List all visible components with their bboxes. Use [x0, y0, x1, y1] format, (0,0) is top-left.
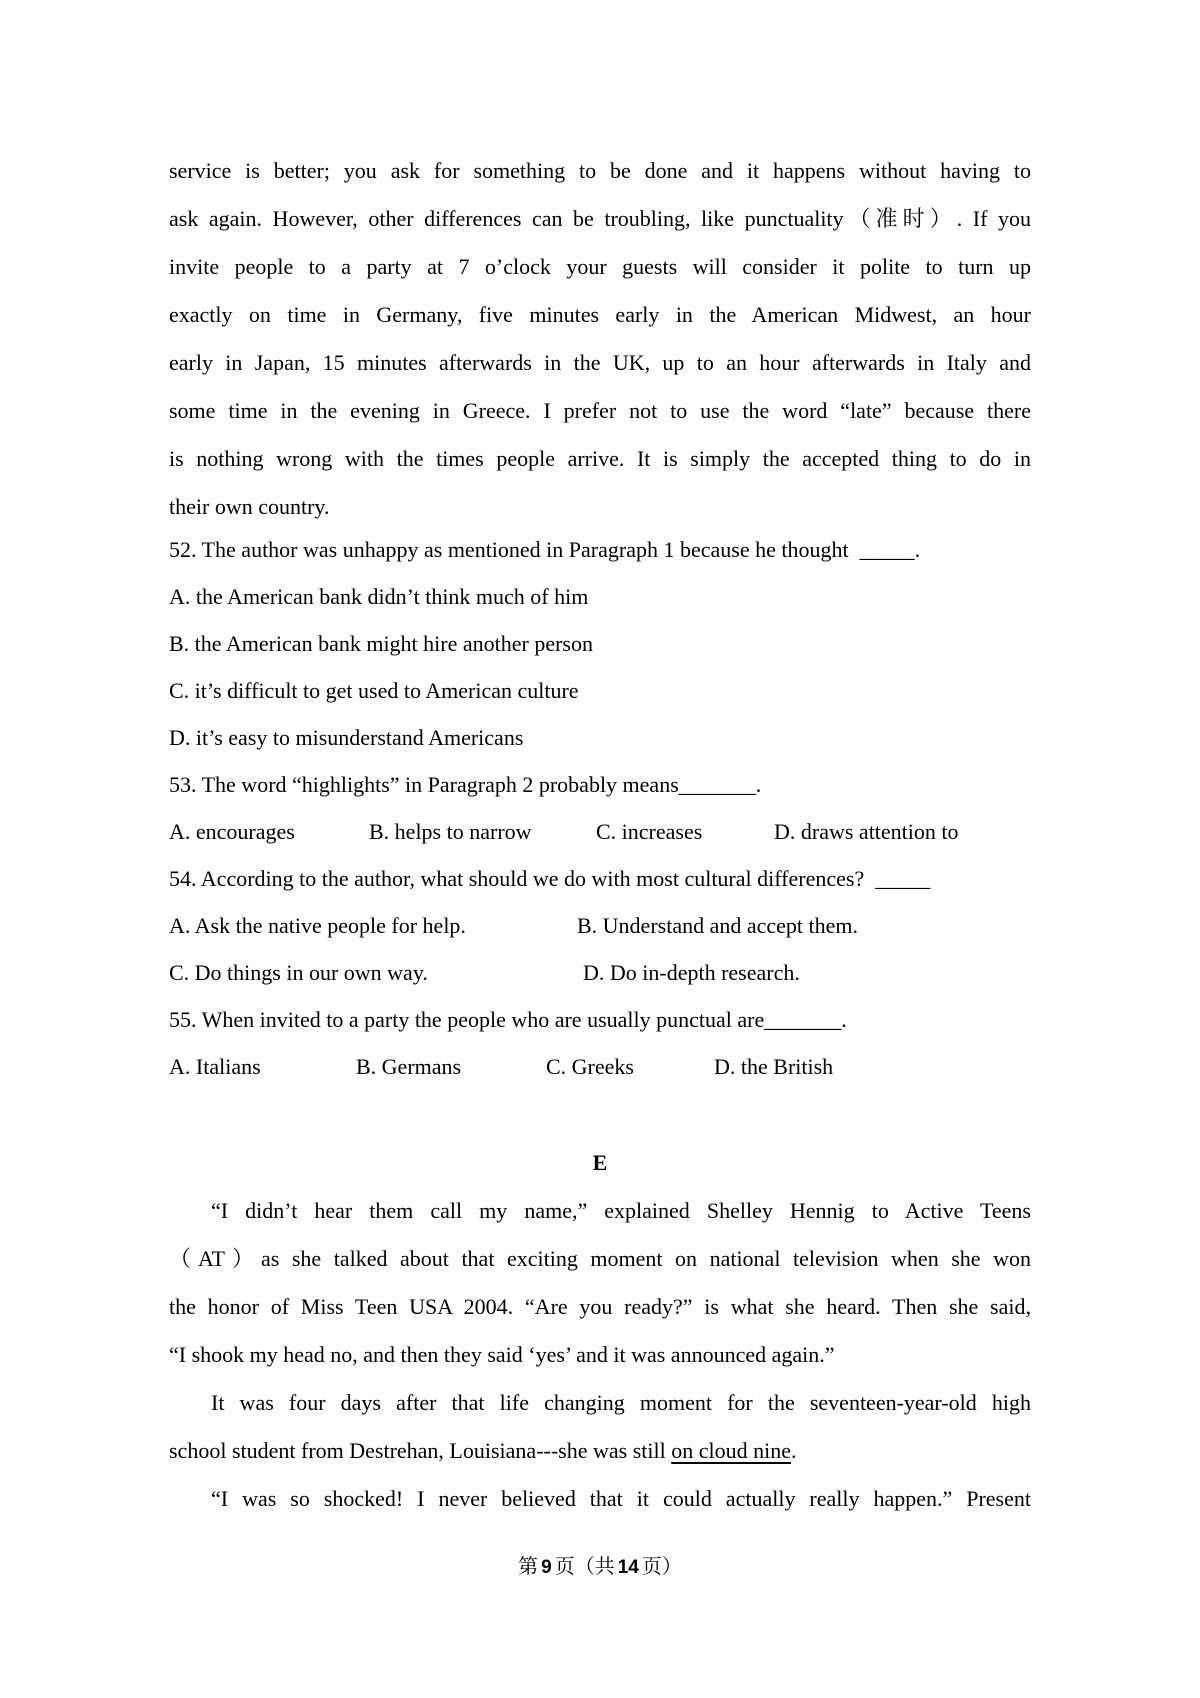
passage-line: It was four days after that life changing moment for the seventeen-year-old high — [211, 1390, 1031, 1415]
question-52-option-c: C. it’s difficult to get used to American culture — [169, 678, 579, 703]
passage-line: is nothing wrong with the times people arrive. It is simply the accepted thing to do in — [169, 446, 1031, 471]
question-55 — [169, 996, 1031, 1090]
question-55-option-d: D. the British — [714, 1054, 834, 1079]
page-number: 9 — [541, 1557, 552, 1578]
question-52-option-d: D. it’s easy to misunderstand Americans — [169, 725, 524, 750]
question-55-option-a: A. Italians — [169, 1054, 261, 1079]
passage-e-paragraph-1 — [169, 1187, 1031, 1379]
page-content — [169, 0, 1031, 1523]
passage-e — [169, 1139, 1031, 1523]
question-53-option-b: B. helps to narrow — [369, 819, 532, 844]
question-54-options-row-1 — [169, 902, 1031, 949]
question-52 — [169, 526, 1031, 761]
passage-text: . — [790, 1438, 797, 1463]
footer-text: 页） — [641, 1556, 682, 1578]
passage-e-paragraph-2 — [169, 1379, 1031, 1475]
total-pages: 14 — [617, 1557, 639, 1578]
question-53-option-d: D. draws attention to — [774, 819, 959, 844]
question-54-option-b: B. Understand and accept them. — [577, 913, 859, 938]
passage-line: some time in the evening in Greece. I prefer not to use the word “late” because there — [169, 398, 1031, 423]
passage-line: invite people to a party at 7 o’clock your guests will consider it polite to turn up — [169, 254, 1031, 279]
question-55-option-b: B. Germans — [356, 1054, 462, 1079]
passage-e-paragraph-3 — [169, 1475, 1031, 1523]
passage-line: “I shook my head no, and then they said ‘yes’ and it was announced again.” — [169, 1342, 835, 1367]
page-footer — [0, 1549, 1200, 1586]
question-55-stem: 55. When invited to a party the people who are usually punctual are_______. — [169, 1007, 847, 1032]
question-55-options-row — [169, 1043, 1031, 1090]
footer-text: 页（共 — [554, 1556, 615, 1578]
passage-d-paragraph — [169, 147, 1031, 531]
passage-line: the honor of Miss Teen USA 2004. “Are you ready?” is what she heard. Then she said, — [169, 1294, 1031, 1319]
question-55-option-c: C. Greeks — [546, 1054, 634, 1079]
passage-line: （AT）as she talked about that exciting moment on national television when she won — [169, 1246, 1031, 1271]
question-52-option-a: A. the American bank didn’t think much of him — [169, 584, 589, 609]
question-53 — [169, 761, 1031, 855]
question-54-option-d: D. Do in-depth research. — [583, 960, 800, 985]
underlined-idiom: on cloud nine — [671, 1438, 791, 1463]
footer-text: 第 — [518, 1556, 539, 1578]
passage-line: early in Japan, 15 minutes afterwards in the UK, up to an hour afterwards in Italy and — [169, 350, 1031, 375]
question-54-options-row-2 — [169, 949, 1031, 996]
question-52-option-b: B. the American bank might hire another person — [169, 631, 593, 656]
questions-52-55 — [169, 526, 1031, 1090]
question-54 — [169, 855, 1031, 996]
question-54-stem: 54. According to the author, what should we do with most cultural differences? _____ — [169, 866, 931, 891]
passage-line: “I didn’t hear them call my name,” explained Shelley Hennig to Active Teens — [211, 1198, 1031, 1223]
question-52-stem: 52. The author was unhappy as mentioned in Paragraph 1 because he thought _____. — [169, 537, 921, 562]
section-e-heading: E — [592, 1150, 608, 1175]
question-53-stem: 53. The word “highlights” in Paragraph 2 probably means_______. — [169, 772, 762, 797]
question-53-option-c: C. increases — [596, 819, 703, 844]
passage-line: service is better; you ask for something to be done and it happens without having to — [169, 158, 1031, 183]
passage-line: “I was so shocked! I never believed that it could actually really happen.” Present — [211, 1486, 1031, 1511]
question-53-options-row — [169, 808, 1031, 855]
question-53-option-a: A. encourages — [169, 819, 295, 844]
passage-line: their own country. — [169, 494, 330, 519]
passage-line: ask again. However, other differences can be troubling, like punctuality（准时）. If you — [169, 206, 1031, 231]
passage-line — [169, 1427, 1031, 1475]
question-54-option-c: C. Do things in our own way. — [169, 960, 428, 985]
passage-line: exactly on time in Germany, five minutes early in the American Midwest, an hour — [169, 302, 1031, 327]
question-54-option-a: A. Ask the native people for help. — [169, 913, 466, 938]
passage-text: school student from Destrehan, Louisiana---she was still — [169, 1438, 672, 1463]
